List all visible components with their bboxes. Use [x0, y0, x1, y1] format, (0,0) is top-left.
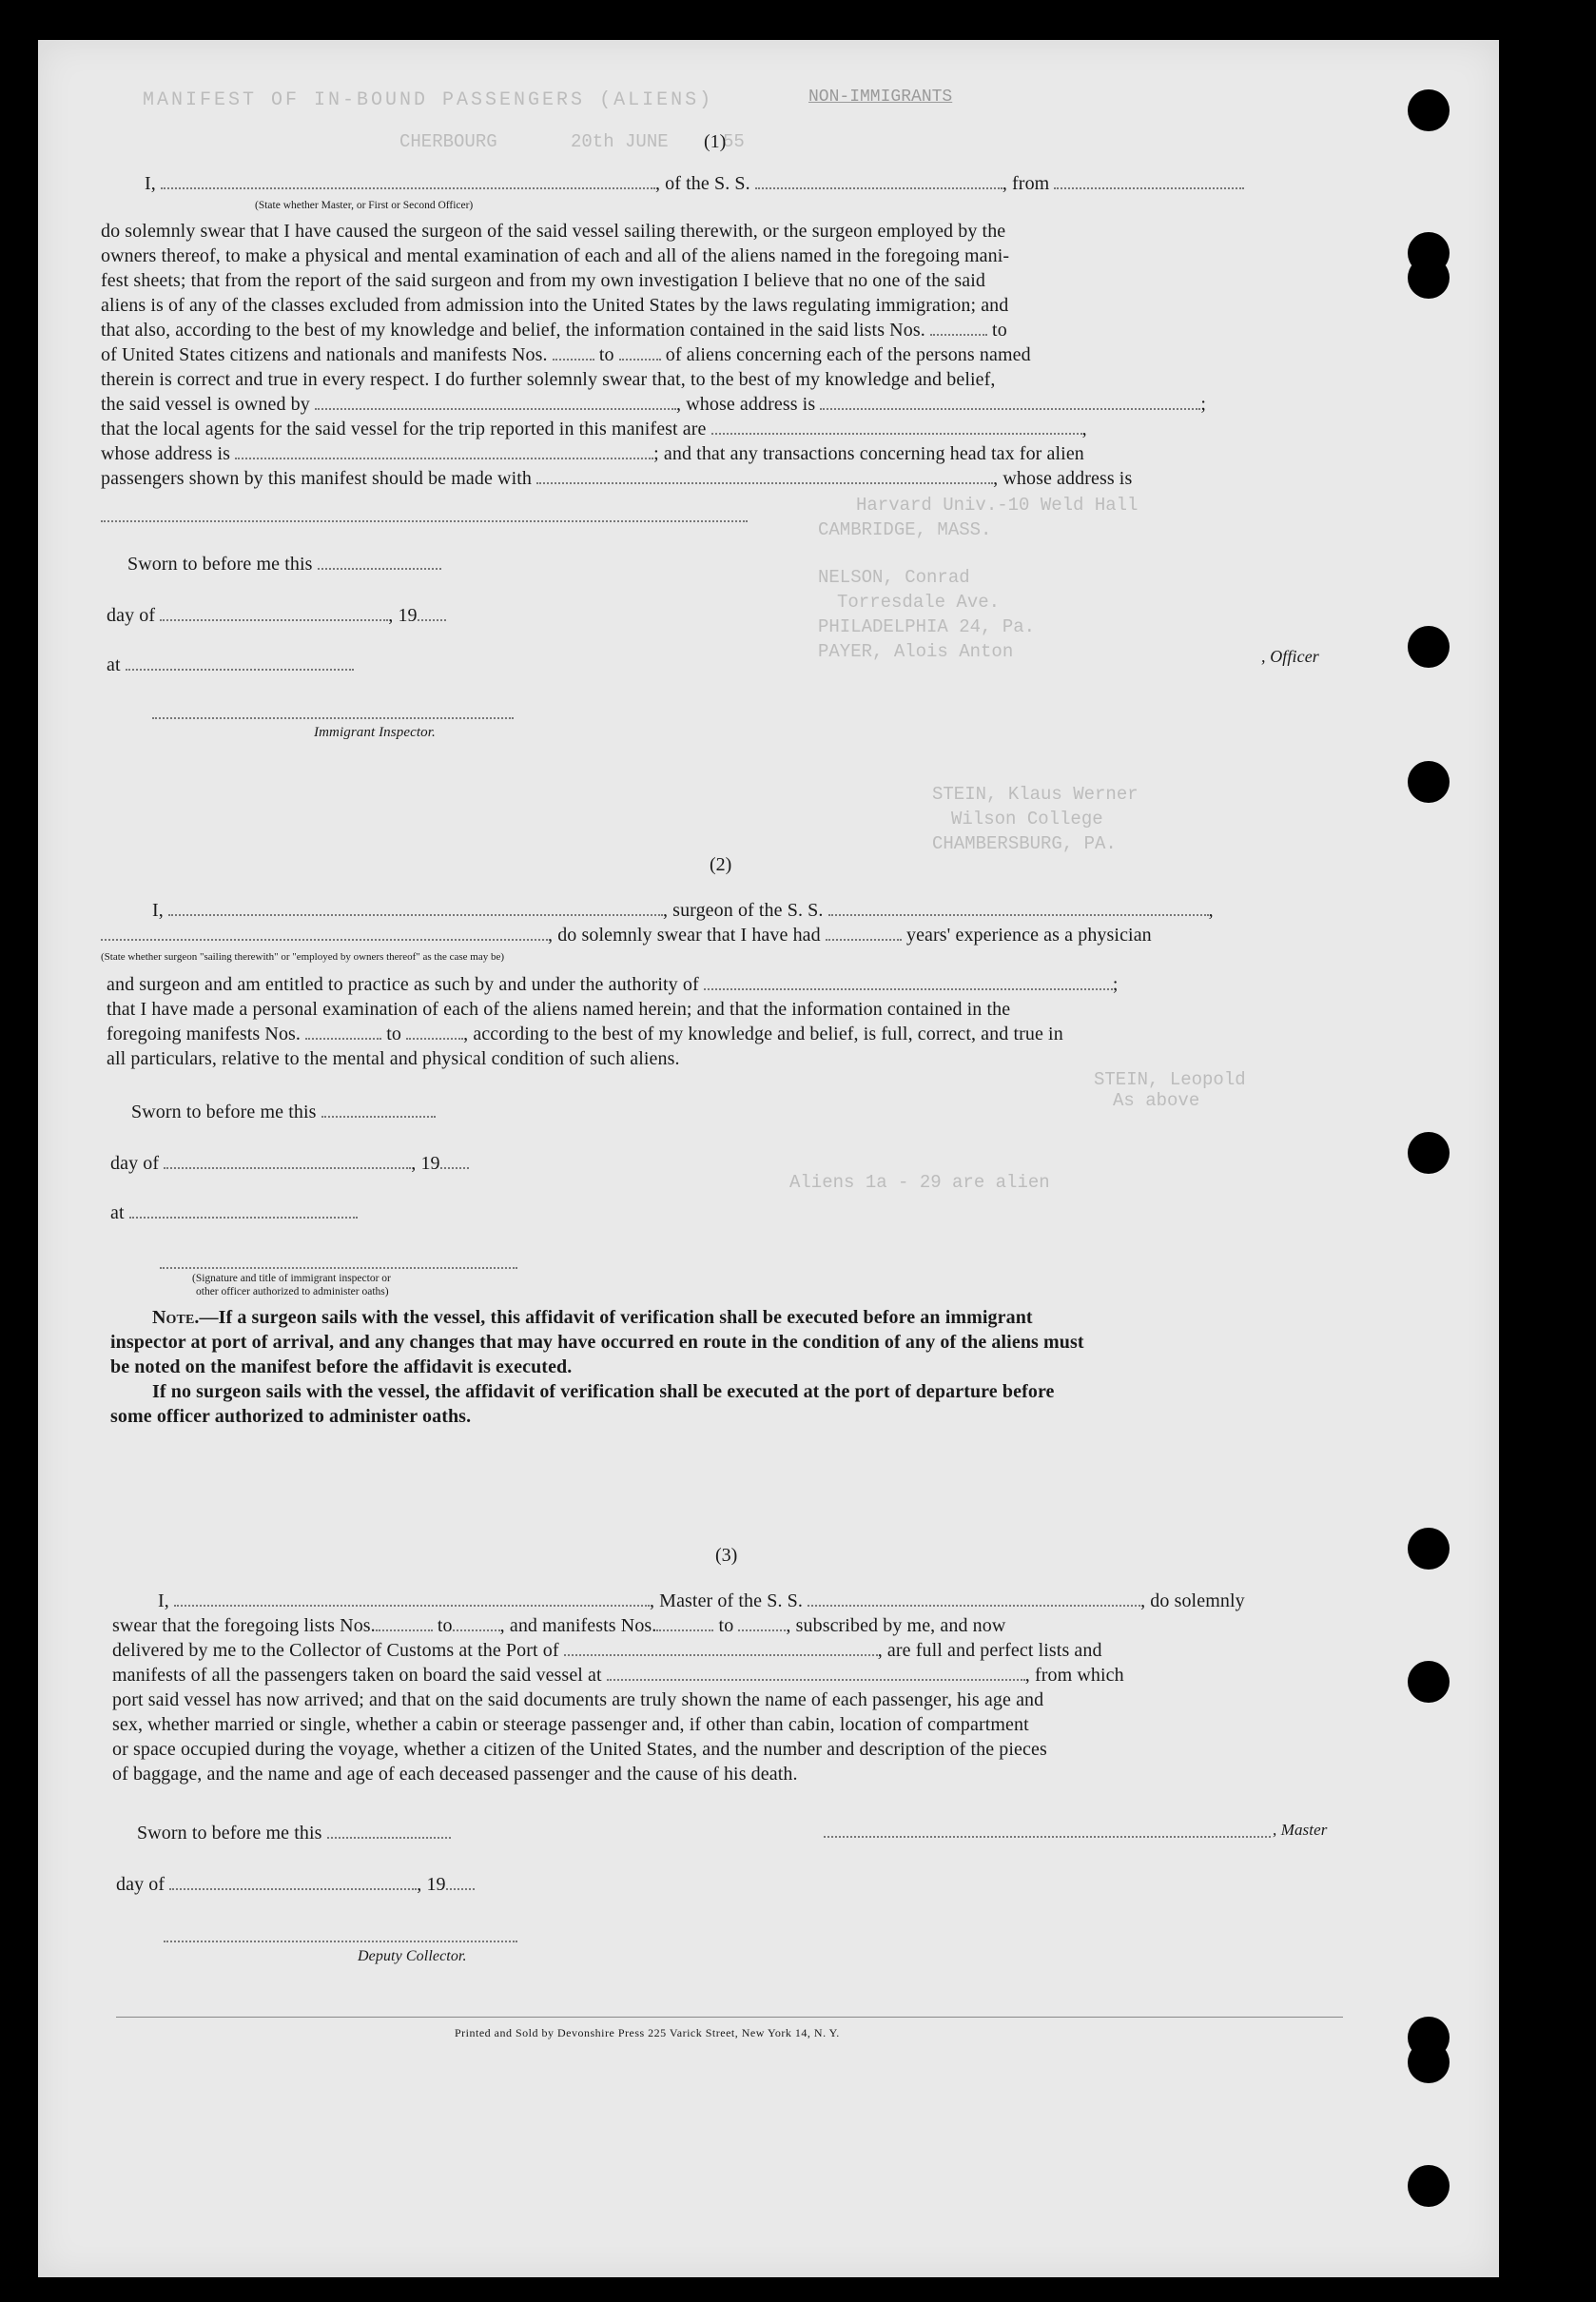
bleed-line-l: Aliens 1a - 29 are alien — [789, 1172, 1050, 1193]
s2-vessel-field[interactable] — [828, 901, 1209, 916]
s2-manifests-from-field[interactable] — [305, 1024, 381, 1040]
footer-rule — [116, 2017, 1343, 2018]
section1-number: (1) — [704, 131, 727, 152]
manifests-to-field[interactable] — [619, 345, 661, 361]
s1-from-label: , from — [1002, 173, 1050, 194]
s2-according-label: , according to the best of my knowledge and belief, is full, correct, and true in — [463, 1024, 1063, 1044]
s1-sworn-day-field[interactable] — [318, 555, 441, 570]
s2-line3 — [107, 974, 1118, 996]
s2-authority-label: and surgeon and am entitled to practice as such by and under the authority of — [107, 974, 699, 995]
agents-field[interactable] — [711, 419, 1082, 435]
s3-manifests-to: to — [718, 1615, 734, 1636]
s2-sig-note-1: (Signature and title of immigrant inspector or — [192, 1273, 391, 1284]
manifest-page — [38, 40, 1499, 2277]
s2-dayof — [110, 1153, 469, 1175]
s3-lists-from-field[interactable] — [376, 1616, 433, 1631]
s3-collector-label: Deputy Collector. — [358, 1948, 467, 1964]
s3-sworn-day-field[interactable] — [327, 1824, 451, 1839]
s1-para-6 — [101, 344, 1031, 366]
s1-para-11 — [101, 468, 1132, 490]
s3-perfect-label: , are full and perfect lists and — [877, 1640, 1102, 1661]
s2-sworn-day-field[interactable] — [321, 1102, 436, 1118]
s1-of-ss-label: , of the S. S. — [654, 173, 750, 194]
bleed-line-f: PAYER, Alois Anton — [818, 641, 1014, 662]
s1-inspector-signature-line[interactable] — [152, 717, 514, 719]
s2-at-label: at — [110, 1202, 125, 1223]
s1-lists-label: that also, according to the best of my knowledge and belief, the information contained in the said lists Nos. — [101, 320, 925, 341]
bleed-line-k: As above — [1113, 1090, 1200, 1111]
s3-line7: or space occupied during the voyage, whether a citizen of the United States, and the number and description of the pieces — [112, 1739, 1047, 1760]
s2-note-4: If no surgeon sails with the vessel, the affidavit of verification shall be executed at the port of departure before — [152, 1381, 1055, 1402]
s1-month-field[interactable] — [160, 606, 388, 621]
s3-line1 — [158, 1590, 1245, 1612]
note-text-1: —If a surgeon sails with the vessel, this affidavit of verification shall be executed before an immigrant — [199, 1307, 1033, 1328]
s1-para-10 — [101, 443, 1084, 465]
lists-from-field[interactable] — [930, 321, 987, 336]
s2-manifests-to: to — [386, 1024, 402, 1044]
s2-line5 — [107, 1024, 1063, 1045]
s1-made-with-label: passengers shown by this manifest should be made with — [101, 468, 533, 489]
s1-owner-address-label: , whose address is — [676, 394, 816, 415]
s2-line1 — [152, 900, 1214, 922]
s2-sworn — [131, 1102, 436, 1123]
binder-hole — [1408, 257, 1450, 299]
s3-master-label: , Master of the S. S. — [649, 1590, 803, 1611]
s1-semicolon: ; — [1200, 394, 1207, 415]
s1-at-label: at — [107, 654, 121, 675]
s2-note-5: some officer authorized to administer oaths. — [110, 1406, 472, 1427]
s1-at — [107, 654, 354, 676]
owner-field[interactable] — [315, 395, 676, 410]
s2-sig-note-2: other officer authorized to administer oaths) — [196, 1286, 389, 1297]
s1-at-field[interactable] — [126, 655, 354, 671]
s3-taken-label: manifests of all the passengers taken on board the said vessel at — [112, 1665, 602, 1686]
s1-i-label: I, — [145, 173, 156, 194]
s3-port-field[interactable] — [564, 1641, 878, 1656]
s2-dayof-label: day of — [110, 1153, 160, 1174]
binder-hole — [1408, 1132, 1450, 1174]
bleed-line-i: CHAMBERSBURG, PA. — [932, 833, 1117, 854]
s3-line3 — [112, 1640, 1102, 1662]
s1-officer-note: (State whether Master, or First or Second Officer) — [255, 200, 474, 211]
master-name-field[interactable] — [174, 1591, 650, 1607]
faint-year: 55 — [723, 131, 745, 152]
s2-manifests-to-field[interactable] — [406, 1024, 463, 1040]
bleed-line-c: NELSON, Conrad — [818, 567, 970, 588]
authority-field[interactable] — [704, 975, 1113, 990]
s2-status-note: (State whether surgeon "sailing therewith" or "employed by owners thereof" as the case may be) — [101, 951, 505, 963]
surgeon-status-field[interactable] — [101, 926, 548, 941]
s1-para-1: do solemnly swear that I have caused the surgeon of the said vessel sailing therewith, or the surgeon employed by the — [101, 221, 1006, 242]
s3-sworn-label: Sworn to before me this — [137, 1823, 322, 1844]
s1-para-5 — [101, 320, 1007, 341]
s1-para-7: therein is correct and true in every respect. I do further solemnly swear that, to the best of my knowledge and belief, — [101, 369, 996, 390]
s1-para-2: owners thereof, to make a physical and mental examination of each and all of the aliens named in the foregoing mani- — [101, 245, 1010, 266]
s1-address-line[interactable] — [101, 520, 748, 522]
binder-hole — [1408, 626, 1450, 668]
s2-swear-label: , do solemnly swear that I have had — [548, 925, 821, 946]
s1-sworn — [127, 554, 441, 576]
s3-year-field[interactable] — [446, 1875, 475, 1890]
s3-port-label: delivered by me to the Collector of Customs at the Port of — [112, 1640, 559, 1661]
s1-agents-label: that the local agents for the said vessel for the trip reported in this manifest are — [101, 419, 707, 439]
binder-hole — [1408, 761, 1450, 803]
s1-dayof — [107, 605, 446, 627]
s2-line6: all particulars, relative to the mental and physical condition of such aliens. — [107, 1048, 680, 1069]
agents-address-field[interactable] — [235, 444, 653, 459]
s1-sworn-label: Sworn to before me this — [127, 554, 313, 575]
binder-hole — [1408, 1661, 1450, 1703]
bleed-line-d: Torresdale Ave. — [837, 592, 1001, 613]
s3-line6: sex, whether married or single, whether a cabin or steerage passenger and, if other than cabin, location of compartment — [112, 1714, 1029, 1735]
binder-hole — [1408, 89, 1450, 131]
s3-i-label: I, — [158, 1590, 169, 1611]
s2-surgeon-label: , surgeon of the S. S. — [662, 900, 824, 921]
s2-i-label: I, — [152, 900, 164, 921]
s3-manifests-label: , and manifests Nos. — [499, 1615, 657, 1636]
s1-para-9 — [101, 419, 1087, 440]
s3-line5: port said vessel has now arrived; and that on the said documents are truly shown the name of each passenger, his age and — [112, 1689, 1044, 1710]
manifests-from-field[interactable] — [553, 345, 594, 361]
binder-hole — [1408, 2165, 1450, 2207]
s1-owned-label: the said vessel is owned by — [101, 394, 310, 415]
surgeon-name-field[interactable] — [168, 901, 663, 916]
s1-year-label: , 19 — [388, 605, 418, 626]
s1-para-8 — [101, 394, 1206, 416]
s2-physician-label: years' experience as a physician — [905, 925, 1152, 946]
s3-lists-to: to — [437, 1615, 453, 1636]
s1-head-tax-label: ; and that any transactions concerning head tax for alien — [653, 443, 1084, 464]
s3-line8: of baggage, and the name and age of each deceased passenger and the cause of his death. — [112, 1764, 798, 1785]
s1-para-3: fest sheets; that from the report of the said surgeon and from my own investigation I believe that no one of the said — [101, 270, 985, 291]
s1-comma: , — [1081, 419, 1087, 439]
s3-manifests-from-field[interactable] — [656, 1616, 713, 1631]
note-label: Note. — [152, 1307, 200, 1328]
s2-at-field[interactable] — [129, 1203, 358, 1219]
s3-line4 — [112, 1665, 1124, 1687]
s3-dayof — [116, 1874, 475, 1896]
s3-month-field[interactable] — [169, 1875, 417, 1890]
s1-aliens-label: of aliens concerning each of the persons named — [665, 344, 1031, 365]
binder-hole — [1408, 1528, 1450, 1570]
printer-imprint: Printed and Sold by Devonshire Press 225 Varick Street, New York 14, N. Y. — [455, 2026, 840, 2039]
collector-signature-line[interactable] — [164, 1941, 517, 1942]
s1-year-field[interactable] — [418, 606, 446, 621]
head-tax-agent-field[interactable] — [536, 469, 993, 484]
s3-master-sig-label: , Master — [1273, 1821, 1328, 1839]
s2-at — [110, 1202, 358, 1224]
s2-note-2: inspector at port of arrival, and any changes that may have occurred en route in the condition of any of the aliens must — [110, 1332, 1084, 1353]
s1-agents-address-label: whose address is — [101, 443, 231, 464]
faint-stamp: NON-IMMIGRANTS — [808, 88, 953, 107]
bleed-line-a: Harvard Univ.-10 Weld Hall — [856, 495, 1139, 516]
s3-line2 — [112, 1615, 1005, 1637]
s1-manifests-to: to — [598, 344, 614, 365]
s3-solemnly-label: , do solemnly — [1140, 1590, 1245, 1611]
years-experience-field[interactable] — [826, 926, 902, 941]
bleed-line-j: STEIN, Leopold — [1094, 1069, 1246, 1090]
section2-number: (2) — [710, 854, 732, 875]
owner-address-field[interactable] — [820, 395, 1200, 410]
s3-year-label: , 19 — [417, 1874, 446, 1895]
vessel-name-field[interactable] — [755, 174, 1002, 189]
master-signature-line[interactable] — [824, 1836, 1271, 1838]
binder-hole — [1408, 2041, 1450, 2083]
s2-comma: , — [1208, 900, 1214, 921]
s1-dayof-label: day of — [107, 605, 156, 626]
s2-line2 — [101, 925, 1152, 946]
s3-vessel-field[interactable] — [808, 1591, 1140, 1607]
s2-month-field[interactable] — [164, 1154, 411, 1169]
s1-manifests-label: of United States citizens and nationals and manifests Nos. — [101, 344, 548, 365]
s2-line4: that I have made a personal examination of each of the aliens named herein; and that the information contained in the — [107, 999, 1011, 1020]
s3-from-which-label: , from which — [1024, 1665, 1124, 1686]
s1-line1 — [145, 173, 1244, 195]
s2-manifests-label: foregoing manifests Nos. — [107, 1024, 302, 1044]
s1-officer-label: , Officer — [1261, 647, 1319, 666]
s2-year-field[interactable] — [440, 1154, 469, 1169]
s3-sworn — [137, 1823, 451, 1844]
section3-number: (3) — [715, 1545, 738, 1566]
officer-name-field[interactable] — [161, 174, 655, 189]
s2-sworn-label: Sworn to before me this — [131, 1102, 317, 1122]
s2-year-label: , 19 — [411, 1153, 440, 1174]
bleed-line-h: Wilson College — [951, 809, 1103, 829]
s1-lists-to: to — [992, 320, 1007, 341]
faint-date: 20th JUNE — [571, 131, 669, 152]
from-port-field[interactable] — [1054, 174, 1244, 189]
s3-manifests-to-field[interactable] — [738, 1616, 786, 1631]
s2-semicolon: ; — [1112, 974, 1119, 995]
faint-title: MANIFEST OF IN-BOUND PASSENGERS (ALIENS) — [143, 89, 714, 111]
s1-para-4: aliens is of any of the classes excluded from admission into the United States by the laws regulating immigration; and — [101, 295, 1009, 316]
bleed-line-b: CAMBRIDGE, MASS. — [818, 519, 992, 540]
s3-dayof-label: day of — [116, 1874, 165, 1895]
s3-lists-label: swear that the foregoing lists Nos. — [112, 1615, 376, 1636]
s2-note-1 — [152, 1307, 1033, 1329]
s1-whose-address-label: , whose address is — [993, 468, 1133, 489]
s2-signature-line[interactable] — [160, 1267, 517, 1269]
bleed-line-g: STEIN, Klaus Werner — [932, 784, 1139, 805]
s3-lists-to-field[interactable] — [453, 1616, 500, 1631]
s2-note-3: be noted on the manifest before the affidavit is executed. — [110, 1356, 573, 1377]
s1-inspector-label: Immigrant Inspector. — [314, 725, 436, 740]
bleed-line-e: PHILADELPHIA 24, Pa. — [818, 616, 1036, 637]
faint-port: CHERBOURG — [399, 131, 497, 152]
s3-subscribed-label: , subscribed by me, and now — [786, 1615, 1006, 1636]
s3-departure-field[interactable] — [607, 1666, 1025, 1681]
